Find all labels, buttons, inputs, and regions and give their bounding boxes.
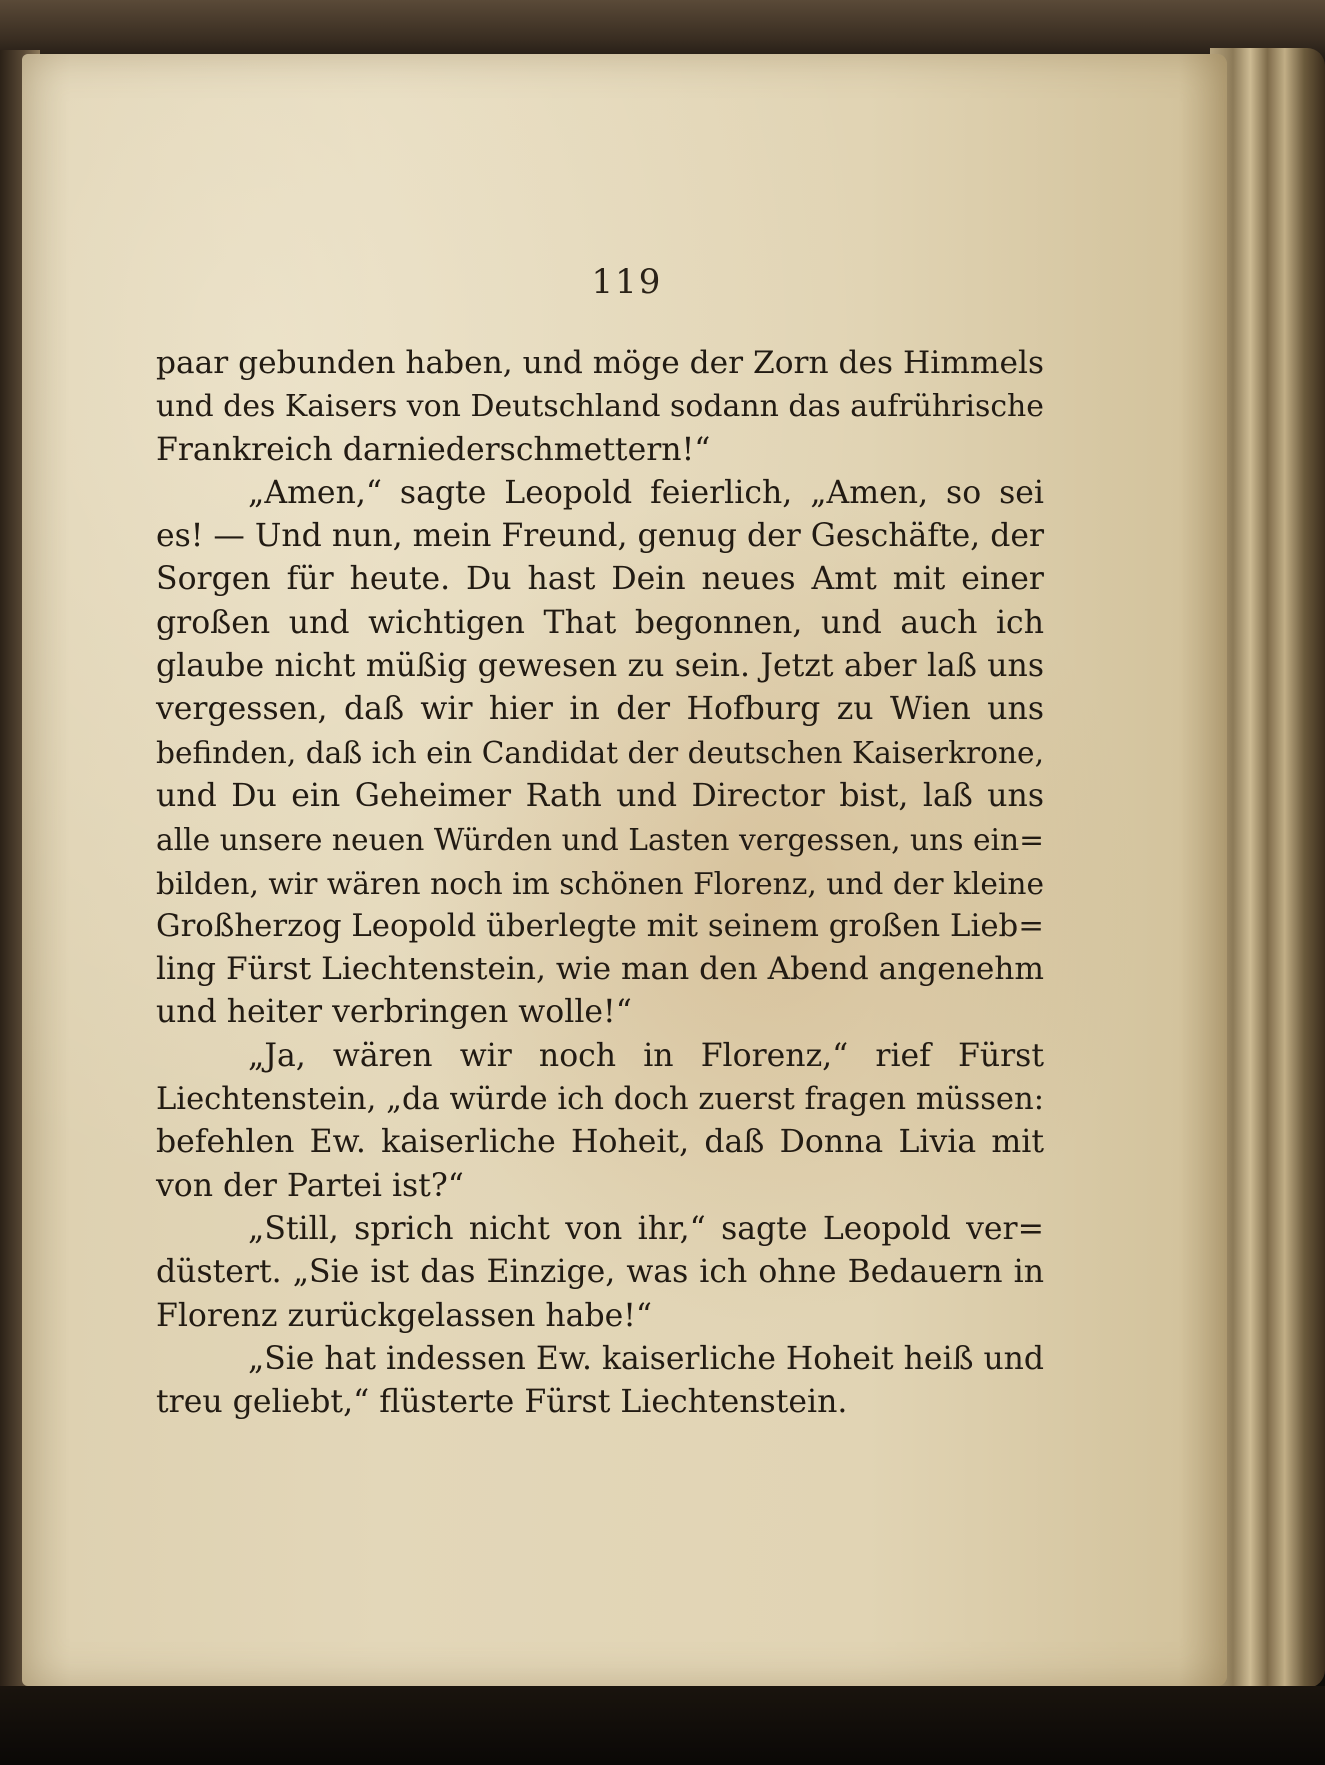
text-line: treu geliebt,“ flüsterte Fürst Liechtenstein.	[156, 1384, 848, 1421]
text-line: bilden, wir wären noch im schönen Florenz, und der kleine	[156, 865, 1044, 901]
text-line: und des Kaisers von Deutschland sodann das aufrührische	[156, 389, 1044, 425]
book-page	[22, 54, 1227, 1686]
text-line: befinden, daß ich ein Candidat der deutschen Kaiserkrone,	[156, 735, 1044, 770]
text-line: und heiter verbringen wolle!“	[156, 994, 632, 1031]
text-line: befehlen Ew. kaiserliche Hoheit, daß Donna Livia mit	[156, 1124, 1044, 1161]
text-line: paar gebunden haben, und möge der Zorn des Himmels	[156, 345, 1044, 381]
text-line: alle unsere neuen Würden und Lasten vergessen, uns ein=	[156, 822, 1044, 858]
scan-bottom-edge	[0, 1686, 1325, 1765]
text-line: ling Fürst Liechtenstein, wie man den Abend angenehm	[156, 951, 1044, 988]
text-line: Großherzog Leopold überlegte mit seinem großen Lieb=	[156, 907, 1044, 944]
text-line: Liechtenstein, „da würde ich doch zuerst fragen müssen:	[156, 1082, 1044, 1118]
text-line: Florenz zurückgelassen habe!“	[156, 1297, 653, 1334]
text-line: „Ja, wären wir noch in Florenz,“ rief Fürst	[248, 1037, 1044, 1074]
page-number: 119	[591, 262, 663, 302]
text-line: „Still, sprich nicht von ihr,“ sagte Leopold ver=	[248, 1210, 1044, 1247]
text-line: Sorgen für heute. Du hast Dein neues Amt mit einer	[156, 561, 1044, 598]
text-line: vergessen, daß wir hier in der Hofburg zu Wien uns	[156, 691, 1044, 728]
text-line: großen und wichtigen That begonnen, und auch ich	[156, 604, 1044, 641]
text-line: Frankreich darniederschmettern!“	[156, 431, 711, 468]
text-line: düstert. „Sie ist das Einzige, was ich ohne Bedauern in	[156, 1254, 1044, 1291]
text-line: von der Partei ist?“	[156, 1167, 464, 1204]
page-body-text	[156, 342, 1044, 1424]
text-line: und Du ein Geheimer Rath und Director bist, laß uns	[156, 777, 1044, 814]
text-line: „Amen,“ sagte Leopold feierlich, „Amen, so sei	[248, 474, 1044, 511]
text-line: glaube nicht müßig gewesen zu sein. Jetzt aber laß uns	[156, 648, 1044, 685]
text-line: es! — Und nun, mein Freund, genug der Geschäfte, der	[156, 518, 1044, 555]
text-line: „Sie hat indessen Ew. kaiserliche Hoheit heiß und	[248, 1340, 1044, 1377]
